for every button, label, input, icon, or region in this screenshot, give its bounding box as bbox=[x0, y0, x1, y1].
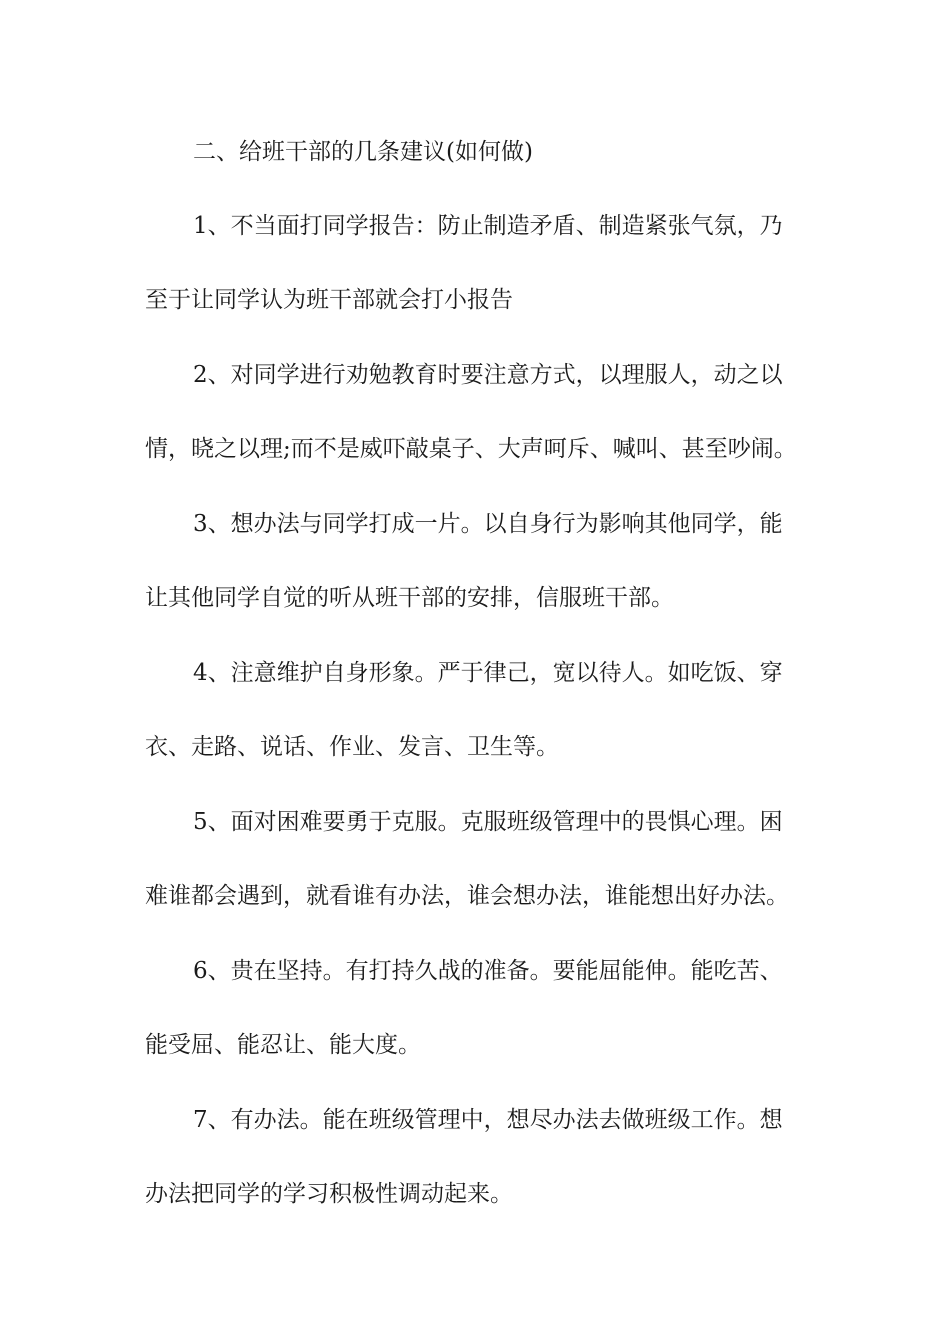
paragraph-line: 让其他同学自觉的听从班干部的安排，信服班干部。 bbox=[145, 585, 674, 611]
paragraph-line: 衣、走路、说话、作业、发言、卫生等。 bbox=[145, 734, 559, 760]
paragraph-line: 1、不当面打同学报告：防止制造矛盾、制造紧张气氛，乃 bbox=[193, 213, 783, 239]
paragraph-line: 2、对同学进行劝勉教育时要注意方式，以理服人，动之以 bbox=[193, 362, 783, 388]
paragraph-line: 6、贵在坚持。有打持久战的准备。要能屈能伸。能吃苦、 bbox=[193, 958, 783, 984]
paragraph-line: 至于让同学认为班干部就会打小报告 bbox=[145, 287, 513, 313]
paragraph-line: 能受屈、能忍让、能大度。 bbox=[145, 1032, 421, 1058]
paragraph-line: 3、想办法与同学打成一片。以自身行为影响其他同学，能 bbox=[193, 511, 783, 537]
paragraph-line: 4、注意维护自身形象。严于律己，宽以待人。如吃饭、穿 bbox=[193, 660, 783, 686]
paragraph-line: 情，晓之以理;而不是威吓敲桌子、大声呵斥、喊叫、甚至吵闹。 bbox=[145, 436, 797, 462]
section-heading: 二、给班干部的几条建议(如何做) bbox=[193, 139, 533, 165]
paragraph-line: 难谁都会遇到，就看谁有办法，谁会想办法，谁能想出好办法。 bbox=[145, 883, 789, 909]
paragraph-line: 5、面对困难要勇于克服。克服班级管理中的畏惧心理。困 bbox=[193, 809, 783, 835]
paragraph-line: 办法把同学的学习积极性调动起来。 bbox=[145, 1181, 513, 1207]
paragraph-line: 7、有办法。能在班级管理中，想尽办法去做班级工作。想 bbox=[193, 1107, 783, 1133]
